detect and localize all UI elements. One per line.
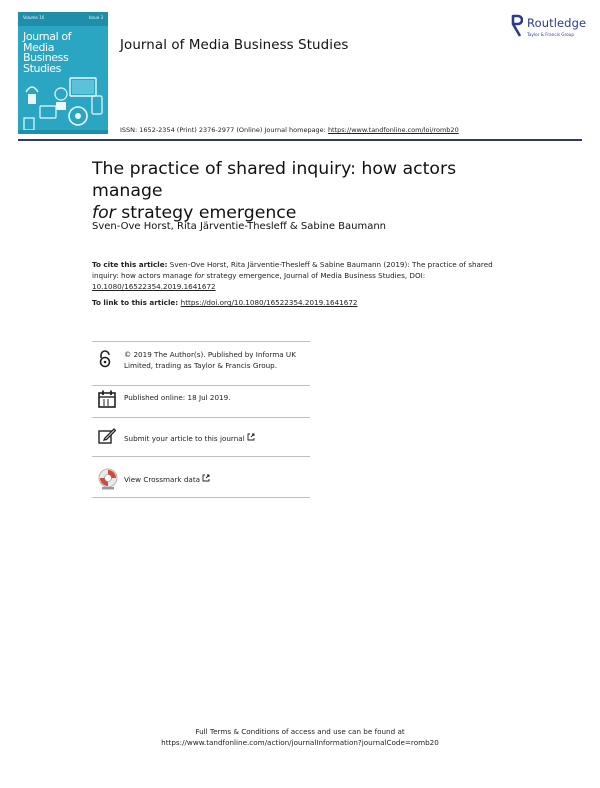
article-title-line-1: The practice of shared inquiry: how actors manage: [92, 159, 457, 201]
cover-volume-label: Volume 16: [23, 15, 45, 20]
terms-footer-text: Full Terms & Conditions of access and use can be found at: [195, 727, 405, 736]
article-title-emphasis: for: [92, 203, 116, 223]
journal-cover-image[interactable]: [18, 12, 108, 134]
published-online-date: Published online: 18 Jul 2019.: [124, 393, 231, 402]
article-doi-url-link[interactable]: https://doi.org/10.1080/16522354.2019.1641672: [180, 298, 358, 307]
cover-title-line: Business: [23, 51, 69, 64]
calendar-icon: [98, 390, 116, 408]
publisher-name: Routledge: [527, 16, 587, 30]
publisher-subtitle: Taylor & Francis Group: [527, 32, 575, 37]
cover-title-line: Media: [23, 40, 55, 54]
citation-text-rest: strategy emergence, Journal of Media Business Studies, DOI:: [204, 271, 426, 280]
info-divider: [92, 417, 310, 418]
publisher-logo: [511, 14, 591, 44]
issn-text: ISSN: 1652-2354 (Print) 2376-2977 (Online) Journal homepage:: [120, 126, 328, 134]
citation-emphasis: for: [194, 271, 205, 280]
issn-line: [120, 126, 459, 134]
citation-text: Sven-Ove Horst, Rita Järventie-Thesleff & Sabine Baumann (2019): The practice of shared inquiry: how actors manage: [92, 260, 493, 280]
cover-media-illustration: [18, 72, 108, 134]
journal-homepage-link[interactable]: https://www.tandfonline.com/loi/romb20: [327, 126, 459, 134]
open-access-lock-icon: [98, 350, 112, 368]
journal-title: Journal of Media Business Studies: [120, 38, 349, 53]
crossmark-icon: [98, 468, 118, 490]
external-link-icon: [202, 474, 210, 482]
open-access-row: [92, 350, 312, 382]
crossmark-link[interactable]: [124, 474, 309, 486]
crossmark-row[interactable]: [92, 468, 312, 490]
terms-footer: [0, 727, 600, 748]
cover-top-strip: [18, 12, 108, 26]
citation-doi-link[interactable]: 10.1080/16522354.2019.1641672: [92, 282, 216, 291]
header-divider: [18, 139, 582, 141]
submit-article-row[interactable]: [92, 428, 312, 448]
crossmark-label: View Crossmark data: [124, 475, 201, 484]
info-divider: [92, 456, 310, 457]
submit-article-label: Submit your article to this journal: [124, 434, 245, 443]
info-divider: [92, 341, 310, 342]
cover-title-line: Studies: [23, 61, 62, 75]
article-link-label: To link to this article:: [92, 298, 181, 307]
cover-issue-label: Issue 3: [88, 15, 103, 20]
article-title: [92, 158, 532, 224]
article-title-line-2-rest: strategy emergence: [115, 203, 297, 223]
info-divider: [92, 497, 310, 498]
citation-block: [92, 259, 512, 292]
open-access-statement: © 2019 The Author(s). Published by Informa UK Limited, trading as Taylor & Francis Group.: [124, 350, 296, 370]
citation-label: To cite this article:: [92, 260, 168, 269]
published-online-row: [92, 390, 312, 410]
terms-footer-url[interactable]: https://www.tandfonline.com/action/journalInformation?journalCode=romb20: [161, 737, 439, 747]
cover-title-line: Journal of: [23, 30, 72, 43]
cover-title: [23, 32, 107, 74]
external-link-icon: [247, 433, 255, 441]
info-divider: [92, 385, 310, 386]
article-link-block: [92, 298, 357, 307]
edit-pencil-icon: [98, 428, 116, 444]
submit-article-link[interactable]: [124, 433, 309, 445]
article-authors: Sven-Ove Horst, Rita Järventie-Thesleff & Sabine Baumann: [92, 221, 387, 232]
routledge-r-icon: [511, 14, 523, 38]
